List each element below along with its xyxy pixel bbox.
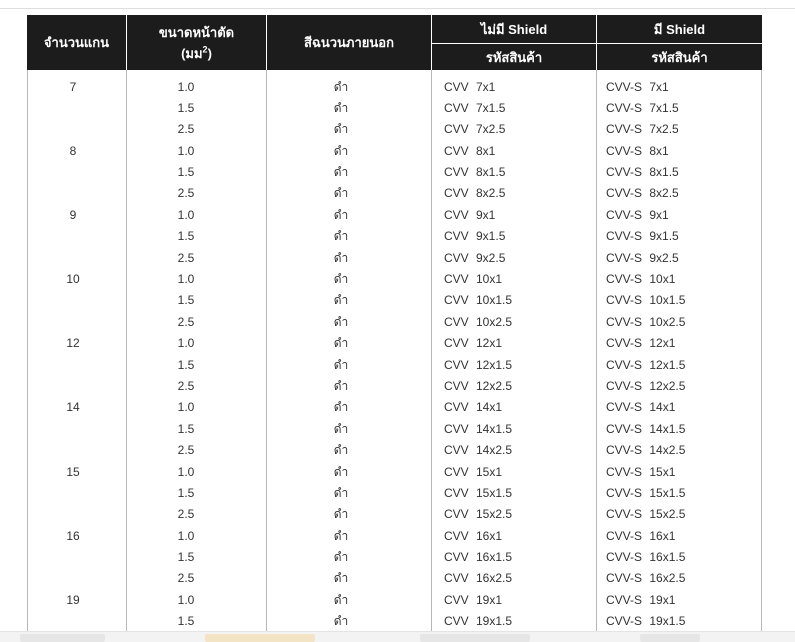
cell-code-with-shield: CVV-S 7x2.5: [606, 122, 679, 137]
cell-cores: [28, 119, 126, 140]
cell-cross-section: 1.5: [177, 421, 195, 436]
cell-code-with-shield: CVV-S 12x1.5: [606, 357, 686, 372]
cell-cross-section: 1.0: [177, 464, 195, 479]
cell-insulation-color: ดำ: [333, 592, 349, 607]
cell-insulation-color: ดำ: [333, 272, 349, 287]
table-row: [28, 547, 761, 568]
table-row: [28, 376, 761, 397]
cell-insulation-color: ดำ: [333, 464, 349, 479]
cell-insulation-color: ดำ: [333, 400, 349, 415]
cell-insulation-color: ดำ: [333, 165, 349, 180]
cell-cross-section: 2.5: [177, 122, 195, 137]
header-with-shield-product-code: รหัสสินค้า: [596, 43, 762, 70]
cell-code-with-shield: CVV-S 9x2.5: [606, 250, 679, 265]
table-row: [28, 183, 761, 204]
cell-code-no-shield: CVV 12x1: [444, 336, 503, 351]
table-body: [27, 70, 762, 631]
cell-code-no-shield: CVV 15x1.5: [444, 485, 513, 500]
cell-code-with-shield: CVV-S 16x1.5: [606, 550, 686, 565]
cell-code-no-shield: CVV 10x2.5: [444, 314, 513, 329]
cell-cores: [28, 611, 126, 631]
header-with-shield: มี Shield: [596, 15, 762, 43]
cell-cross-section: 2.5: [177, 443, 195, 458]
cell-code-no-shield: CVV 7x2.5: [444, 122, 506, 137]
cell-insulation-color: ดำ: [333, 550, 349, 565]
header-cross-section-unit: [181, 43, 212, 64]
unit-open: (มม: [181, 45, 203, 61]
cell-cross-section: 1.0: [177, 79, 195, 94]
cell-code-with-shield: CVV-S 9x1: [606, 207, 669, 222]
column-divider: [596, 70, 597, 631]
cell-code-no-shield: CVV 12x1.5: [444, 357, 513, 372]
cell-cross-section: 1.5: [177, 550, 195, 565]
cell-insulation-color: ดำ: [333, 122, 349, 137]
cell-code-no-shield: CVV 10x1.5: [444, 293, 513, 308]
cell-cores: [28, 162, 126, 183]
table-row: [28, 98, 761, 119]
table-row: [28, 119, 761, 140]
cell-cross-section: 2.5: [177, 571, 195, 586]
cell-code-with-shield: CVV-S 12x1: [606, 336, 676, 351]
cell-code-with-shield: CVV-S 10x1.5: [606, 293, 686, 308]
cell-cores: [28, 355, 126, 376]
cell-code-no-shield: CVV 9x1: [444, 207, 496, 222]
cell-code-with-shield: CVV-S 15x1.5: [606, 485, 686, 500]
cell-cross-section: 1.5: [177, 293, 195, 308]
table-row: [28, 440, 761, 461]
cell-code-with-shield: CVV-S 12x2.5: [606, 378, 686, 393]
cell-code-with-shield: CVV-S 7x1.5: [606, 100, 679, 115]
table-row: [28, 397, 761, 418]
table-header: [27, 15, 762, 70]
cell-code-no-shield: CVV 16x2.5: [444, 571, 513, 586]
table-row: [28, 77, 761, 98]
cell-cross-section: 2.5: [177, 314, 195, 329]
cell-cores: [28, 547, 126, 568]
cell-cores: [28, 98, 126, 119]
header-no-shield: ไม่มี Shield: [431, 15, 596, 43]
table-row: [28, 162, 761, 183]
cell-insulation-color: ดำ: [333, 507, 349, 522]
cell-cross-section: 1.5: [177, 357, 195, 372]
page-bottom-strip: [0, 631, 795, 642]
cell-cores: 12: [66, 336, 80, 351]
cell-code-no-shield: CVV 8x1.5: [444, 165, 506, 180]
cell-code-with-shield: CVV-S 8x1: [606, 143, 669, 158]
table-row: [28, 611, 761, 631]
top-divider: [0, 8, 795, 9]
cell-code-no-shield: CVV 14x1.5: [444, 421, 513, 436]
cell-insulation-color: ดำ: [333, 100, 349, 115]
cell-cross-section: 1.5: [177, 165, 195, 180]
cell-insulation-color: ดำ: [333, 357, 349, 372]
cell-code-no-shield: CVV 9x1.5: [444, 229, 506, 244]
cell-cores: [28, 419, 126, 440]
cell-cross-section: 1.0: [177, 528, 195, 543]
cell-code-no-shield: CVV 7x1: [444, 79, 496, 94]
cell-insulation-color: ดำ: [333, 314, 349, 329]
cell-cores: [28, 248, 126, 269]
cell-cores: [28, 568, 126, 589]
cell-cores: 15: [66, 464, 80, 479]
cell-cross-section: 1.0: [177, 592, 195, 607]
cell-insulation-color: ดำ: [333, 207, 349, 222]
cell-insulation-color: ดำ: [333, 485, 349, 500]
cell-insulation-color: ดำ: [333, 250, 349, 265]
cell-code-no-shield: CVV 15x1: [444, 464, 503, 479]
table-row: [28, 568, 761, 589]
cell-code-with-shield: CVV-S 19x1: [606, 592, 676, 607]
cell-cores: 10: [66, 272, 80, 287]
table-row: [28, 248, 761, 269]
column-divider: [126, 70, 127, 631]
cell-code-no-shield: CVV 15x2.5: [444, 507, 513, 522]
cell-cross-section: 1.5: [177, 614, 195, 629]
table-row: [28, 590, 761, 611]
cell-cross-section: 2.5: [177, 186, 195, 201]
cell-cores: [28, 312, 126, 333]
cell-code-with-shield: CVV-S 8x2.5: [606, 186, 679, 201]
cell-code-no-shield: CVV 9x2.5: [444, 250, 506, 265]
cell-insulation-color: ดำ: [333, 614, 349, 629]
cell-code-with-shield: CVV-S 14x2.5: [606, 443, 686, 458]
table-row: [28, 355, 761, 376]
cell-cores: 16: [66, 528, 80, 543]
cell-insulation-color: ดำ: [333, 571, 349, 586]
cell-insulation-color: ดำ: [333, 293, 349, 308]
cell-cross-section: 2.5: [177, 378, 195, 393]
cell-code-with-shield: CVV-S 10x2.5: [606, 314, 686, 329]
cell-code-with-shield: CVV-S 15x1: [606, 464, 676, 479]
cell-code-no-shield: CVV 16x1: [444, 528, 503, 543]
table-row: [28, 226, 761, 247]
cell-cross-section: 1.0: [177, 143, 195, 158]
cell-code-with-shield: CVV-S 16x1: [606, 528, 676, 543]
column-divider: [431, 70, 432, 631]
cell-cores: 7: [69, 79, 77, 94]
header-insulation-color: สีฉนวนภายนอก: [266, 15, 431, 70]
cell-cross-section: 1.5: [177, 229, 195, 244]
cell-cross-section: 1.0: [177, 207, 195, 222]
cell-cores: [28, 290, 126, 311]
cell-cross-section: 1.0: [177, 336, 195, 351]
header-no-shield-product-code: รหัสสินค้า: [431, 43, 596, 70]
table-row: [28, 526, 761, 547]
cell-code-with-shield: CVV-S 7x1: [606, 79, 669, 94]
cell-cores: [28, 183, 126, 204]
cell-insulation-color: ดำ: [333, 229, 349, 244]
cell-cross-section: 1.5: [177, 485, 195, 500]
cell-cross-section: 1.5: [177, 100, 195, 115]
cell-code-no-shield: CVV 8x1: [444, 143, 496, 158]
table-row: [28, 419, 761, 440]
cell-code-no-shield: CVV 19x1.5: [444, 614, 513, 629]
cell-code-no-shield: CVV 10x1: [444, 272, 503, 287]
cell-insulation-color: ดำ: [333, 79, 349, 94]
header-cross-section-label: ขนาดหน้าตัด: [158, 24, 235, 40]
cell-code-with-shield: CVV-S 14x1: [606, 400, 676, 415]
cell-cross-section: 1.0: [177, 400, 195, 415]
cell-code-no-shield: CVV 14x1: [444, 400, 503, 415]
table-row: [28, 205, 761, 226]
table-row: [28, 269, 761, 290]
header-cross-section: [126, 15, 266, 70]
cell-cores: 9: [69, 207, 77, 222]
cell-cores: [28, 440, 126, 461]
cell-code-no-shield: CVV 16x1.5: [444, 550, 513, 565]
cell-insulation-color: ดำ: [333, 143, 349, 158]
table-row: [28, 462, 761, 483]
table-row: [28, 504, 761, 525]
cell-code-with-shield: CVV-S 16x2.5: [606, 571, 686, 586]
unit-superscript: 2: [202, 44, 208, 55]
header-cores: จำนวนแกน: [43, 35, 110, 50]
cell-code-no-shield: CVV 14x2.5: [444, 443, 513, 458]
cell-insulation-color: ดำ: [333, 528, 349, 543]
cell-cores: [28, 504, 126, 525]
cell-code-with-shield: CVV-S 9x1.5: [606, 229, 679, 244]
cell-code-no-shield: CVV 8x2.5: [444, 186, 506, 201]
unit-close: ): [207, 45, 212, 61]
table-row: [28, 141, 761, 162]
cell-code-with-shield: CVV-S 14x1.5: [606, 421, 686, 436]
cell-cores: 8: [69, 143, 77, 158]
cell-code-with-shield: CVV-S 19x1.5: [606, 614, 686, 629]
table-row: [28, 312, 761, 333]
cell-code-with-shield: CVV-S 8x1.5: [606, 165, 679, 180]
cell-insulation-color: ดำ: [333, 336, 349, 351]
table-row: [28, 333, 761, 354]
cell-insulation-color: ดำ: [333, 378, 349, 393]
cell-cores: [28, 376, 126, 397]
cell-code-no-shield: CVV 19x1: [444, 592, 503, 607]
cell-cross-section: 2.5: [177, 250, 195, 265]
cell-cross-section: 1.0: [177, 272, 195, 287]
table-row: [28, 483, 761, 504]
cell-code-no-shield: CVV 12x2.5: [444, 378, 513, 393]
cell-code-no-shield: CVV 7x1.5: [444, 100, 506, 115]
cell-cross-section: 2.5: [177, 507, 195, 522]
column-divider: [266, 70, 267, 631]
cell-cores: 19: [66, 592, 80, 607]
table-row: [28, 290, 761, 311]
cell-code-with-shield: CVV-S 10x1: [606, 272, 676, 287]
cell-insulation-color: ดำ: [333, 443, 349, 458]
cell-cores: 14: [66, 400, 80, 415]
cell-cores: [28, 483, 126, 504]
cell-cores: [28, 226, 126, 247]
cell-code-with-shield: CVV-S 15x2.5: [606, 507, 686, 522]
cell-insulation-color: ดำ: [333, 421, 349, 436]
cell-insulation-color: ดำ: [333, 186, 349, 201]
